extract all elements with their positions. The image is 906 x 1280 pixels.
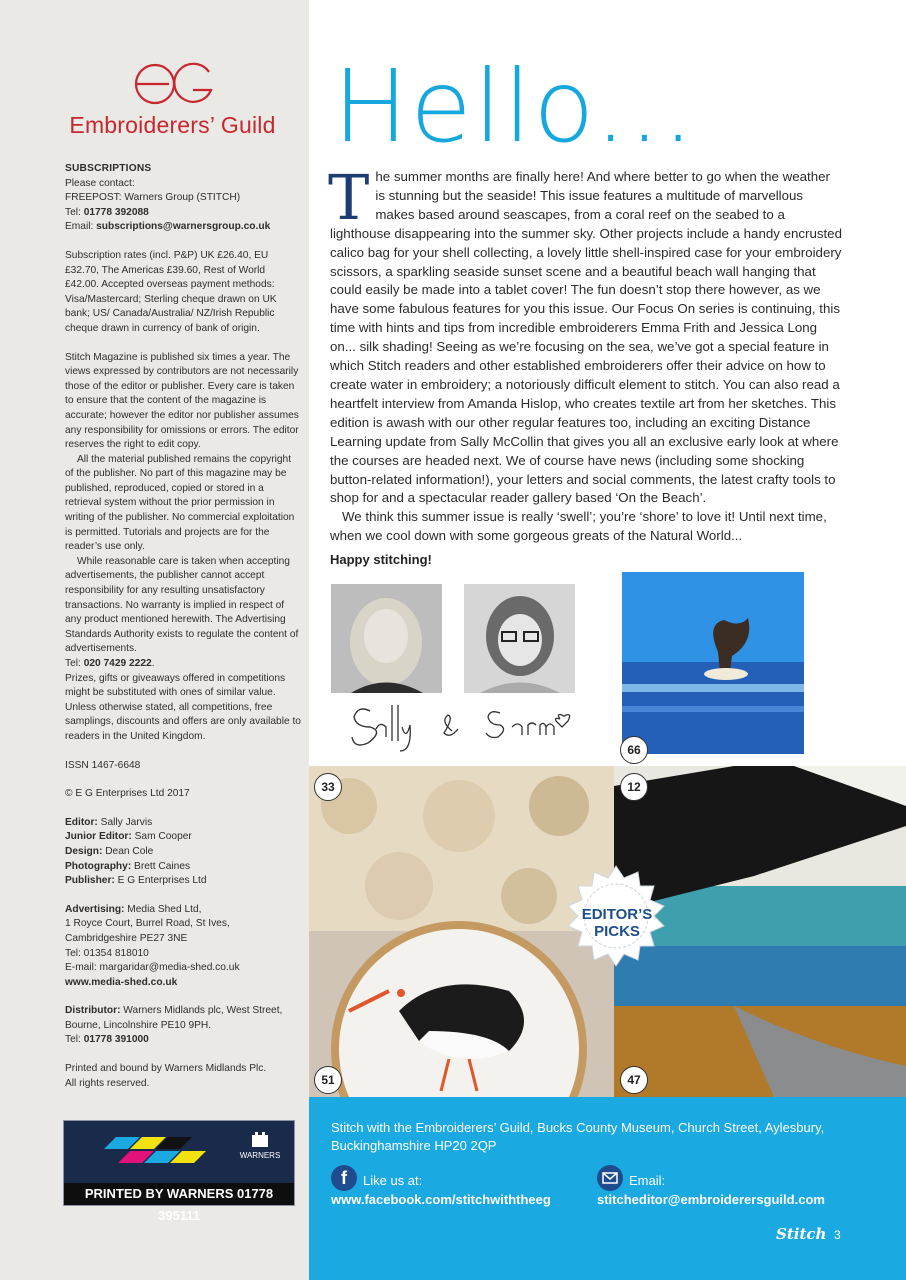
distributor-line: Bourne, Lincolnshire PE10 9PH. <box>65 1019 212 1031</box>
signatures <box>340 697 580 755</box>
facebook-link[interactable]: www.facebook.com/stitchwiththeeg <box>331 1192 551 1207</box>
printed-by: Printed and bound by Warners Midlands Plc. <box>65 1063 267 1075</box>
facebook-icon[interactable]: f <box>331 1165 357 1191</box>
guild-address: Stitch with the Embroiderers’ Guild, Bucks County Museum, Church Street, Aylesbury, Buckinghamshire HP20 2QP <box>331 1120 825 1153</box>
warners-label: WARNERS <box>239 1151 281 1160</box>
subscriptions-contact: Please contact: <box>65 177 135 189</box>
printed-by-warners-strip: PRINTED BY WARNERS 01778 395111 <box>64 1183 294 1205</box>
email-link[interactable]: stitcheditor@embroiderersguild.com <box>597 1192 825 1207</box>
colour-swatches-icon <box>94 1129 254 1169</box>
letter-paragraph-1: he summer months are finally here! And where better to go when the weather is stunning but the seaside! This issue features a multitude of marvellous makes based around seascapes, from a coral reef on the seabed to a lighthouse disappearing into the summer sky. Other projects include a handy encrusted calico bag for your shell collecting, a lovely little shell-inspired case for your embroidery scissors, a sparkling seaside sunset scene and a beautiful beach wall hanging that could easily be made into a tablet cover! The fun doesn’t stop there however, as we have some fabulous features for you this issue. Our Focus On series is continuing, this time with hints and tips from incredible embroiderers Emma Frith and Jessica Long on... silk shading! Seeing as we’re focusing on the sea, we’ve got a special feature in which Stitch readers and other established embroiderers offer their advice on how to create water in embroidery; a notoriously difficult element to stitch. You can also read a heartfelt interview from Amanda Hislop, who creates textile art from her sketches. This edition is awash with our other regular features too, including an exciting Distance Learning update from Sally McCollin that gives you all an exclusive early look at where the courses are headed next. We of course have news (including some shocking button-related information!), your letters and social comments, the latest crafty tools to shop for and a spectacular reader gallery based ‘On the Beach’. <box>330 169 842 506</box>
credit-role: Design: <box>65 845 103 857</box>
sidebar <box>0 0 309 1280</box>
advertising-email[interactable]: E-mail: margaridar@media-shed.co.uk <box>65 962 240 974</box>
advertising-website-link[interactable]: www.media-shed.co.uk <box>65 976 178 988</box>
tel-label: Tel: <box>65 206 84 218</box>
issn: ISSN 1467-6648 <box>65 759 141 771</box>
page-badge-12: 12 <box>620 773 648 801</box>
email-label: Email: <box>629 1173 666 1188</box>
email-label: Email: <box>65 221 97 233</box>
advertising-label: Advertising: <box>65 903 125 915</box>
warners-brand <box>234 1127 286 1179</box>
credit-role: Editor: <box>65 816 98 828</box>
editor-photo-sally <box>331 584 442 693</box>
rights: All rights reserved. <box>65 1077 150 1089</box>
distributor-line: Warners Midlands plc, West Street, <box>120 1005 283 1017</box>
credit-name: Dean Cole <box>102 845 154 857</box>
legal-tel: 020 7429 2222 <box>83 658 152 669</box>
legal-paragraph-2: All the material published remains the copyright of the publisher. No part of this magazine may be published, reproduced, copied or stored in a retrieval system without the prior permission in writing of the publisher. No commercial exploitation is permitted. Tutorials and projects are for the reader’s use only. <box>65 453 295 553</box>
credit-name: Sally Jarvis <box>97 816 153 828</box>
credit-role: Junior Editor: <box>65 831 132 843</box>
subscription-rates: Subscription rates (incl. P&P) UK £26.40, EU £32.70, The Americas £39.60, Rest of World £42.00. Accepted overseas payment methods: Visa/Mastercard; Sterling cheque drawn on UK bank; US/ Canada/Australia/ NZ/Irish Republic cheque drawn in currency of bank of origin. <box>65 249 277 334</box>
copyright: © E G Enterprises Ltd 2017 <box>65 788 190 800</box>
embroiderers-guild-logo <box>60 62 285 152</box>
page-title: Hello... <box>333 48 697 165</box>
credit-role: Photography: <box>65 860 132 872</box>
castle-icon <box>249 1127 271 1149</box>
warners-printer-logo <box>63 1120 295 1223</box>
advertising-tel: Tel: 01354 818010 <box>65 947 149 959</box>
sign-off: Happy stitching! <box>330 552 432 567</box>
credit-name: Brett Caines <box>131 860 191 872</box>
subscriptions-tel: 01778 392088 <box>83 206 149 218</box>
legal-paragraph-1: Stitch Magazine is published six times a year. The views expressed by contributors are not necessarily those of the editor or publisher. Every care is taken to ensure that the content of the magazine is accurate; however the editor nor publisher assumes any responsibility for omissions or errors. The editor reserves the right to edit copy. <box>65 351 299 451</box>
advertising-line: Cambridgeshire PE27 3NE <box>65 932 188 944</box>
facebook-label: Like us at: <box>363 1173 423 1188</box>
whale-tail-hoop-photo <box>622 572 804 754</box>
editors-letter <box>328 161 842 546</box>
distributor-tel-label: Tel: <box>65 1034 84 1046</box>
letter-paragraph-2: We think this summer issue is really ‘swell’; you’re ‘shore’ to love it! Until next time, when we cool down with some gorgeous greats of the Natural World... <box>330 509 827 544</box>
subscriptions-heading: SUBSCRIPTIONS <box>65 163 152 174</box>
legal-tel-label: Tel: <box>65 658 84 669</box>
credit-name: Sam Cooper <box>131 831 192 843</box>
publication-info: SUBSCRIPTIONS Please contact: FREEPOST: Warners Group (STITCH) Tel: 01778 392088 Email: subscriptions@warnersgroup.co.uk Subscription rates (incl. P&P) UK £26.40, EU £32.70, The Americas £39.60, Rest of World £42.00. Accepted overseas payment methods: Visa/Mastercard; Sterling cheque drawn on UK bank; US/ Canada/Australia/ NZ/Irish Republic cheque drawn in currency of bank of origin. Stitch Magazine is published six times a year. The views expressed by contributors are not necessarily those of the editor or publisher. Every care is taken to ensure that the content of the magazine is accurate; however the editor nor publisher assumes any responsibility for omissions or errors. The editor reserves the right to edit copy. All the material published remains the copyright of the publisher. No part of this magazine may be published, reproduced, copied or stored in a retrieval system without the prior permission in writing of the publisher. No commercial exploitation is permitted. Tutorials and projects are for the reader’s use only. While reasonable care is taken when accepting advertisements, the publisher cannot accept responsibility for any resulting unsatisfactory transactions. No warranty is implied in respect of any product mentioned herewith. The Advertising Standards Authority exists to regulate the content of advertisements. Tel: 020 7429 2222. Prizes, gifts or giveaways offered in competitions might be substituted with ones of similar value. Unless otherwise stated, all competitions, free samplings, discounts and offers are only available to readers in the United Kingdom. ISSN 1467-6648 © E G Enterprises Ltd 2017 Editor: Sally Jarvis Junior Editor: Sam Cooper Design: Dean Cole Photography: Brett Caines Publisher: E G Enterprises Ltd Advertising: Media Shed Ltd, 1 Royce Court, Burrel Road, St Ives, Cambridgeshire PE27 3NE Tel: 01354 818010 E-mail: margaridar@media-shed.co.uk www.media-shed.co.uk Distributor: Warners Midlands plc, West Street, Bourne, Lincolnshire PE10 9PH. Tel: 01778 391000 Printed and bound by Warners Midlands Plc. All rights reserved. <box>65 163 301 1089</box>
page-number: 3 <box>834 1228 841 1242</box>
footer <box>309 1097 906 1280</box>
legal-paragraph-3: While reasonable care is taken when accepting advertisements, the publisher cannot accept responsibility for any resulting unsatisfactory transactions. No warranty is implied in respect of any product mentioned herewith. The Advertising Standards Authority exists to regulate the content of advertisements. <box>65 555 299 655</box>
distributor-label: Distributor: <box>65 1005 121 1017</box>
editor-photo-sam <box>464 584 575 693</box>
subscriptions-email[interactable]: subscriptions@warnersgroup.co.uk <box>96 221 271 233</box>
distributor-tel: 01778 391000 <box>83 1034 149 1046</box>
page-badge-33: 33 <box>314 773 342 801</box>
credit-role: Publisher: <box>65 875 115 887</box>
subscriptions-freepost: FREEPOST: Warners Group (STITCH) <box>65 192 241 204</box>
envelope-icon[interactable] <box>597 1165 623 1191</box>
page-badge-51: 51 <box>314 1066 342 1094</box>
drop-cap: T <box>328 161 370 234</box>
stitch-brand: Stitch <box>776 1225 827 1243</box>
advertising-line: Media Shed Ltd, <box>124 903 202 915</box>
guild-name: Embroiderers’ Guild <box>69 112 276 138</box>
legal-paragraph-4: Prizes, gifts or giveaways offered in competitions might be substituted with ones of similar value. Unless otherwise stated, all competitions, free samplings, discounts and offers are only available to readers in the United Kingdom. <box>65 672 301 742</box>
credit-name: E G Enterprises Ltd <box>114 875 207 887</box>
advertising-line: 1 Royce Court, Burrel Road, St Ives, <box>65 918 230 930</box>
page-badge-47: 47 <box>620 1066 648 1094</box>
page-badge-66: 66 <box>620 736 648 764</box>
eg-monogram-icon <box>123 62 223 106</box>
editors-picks-label: EDITOR’S PICKS <box>581 906 653 940</box>
